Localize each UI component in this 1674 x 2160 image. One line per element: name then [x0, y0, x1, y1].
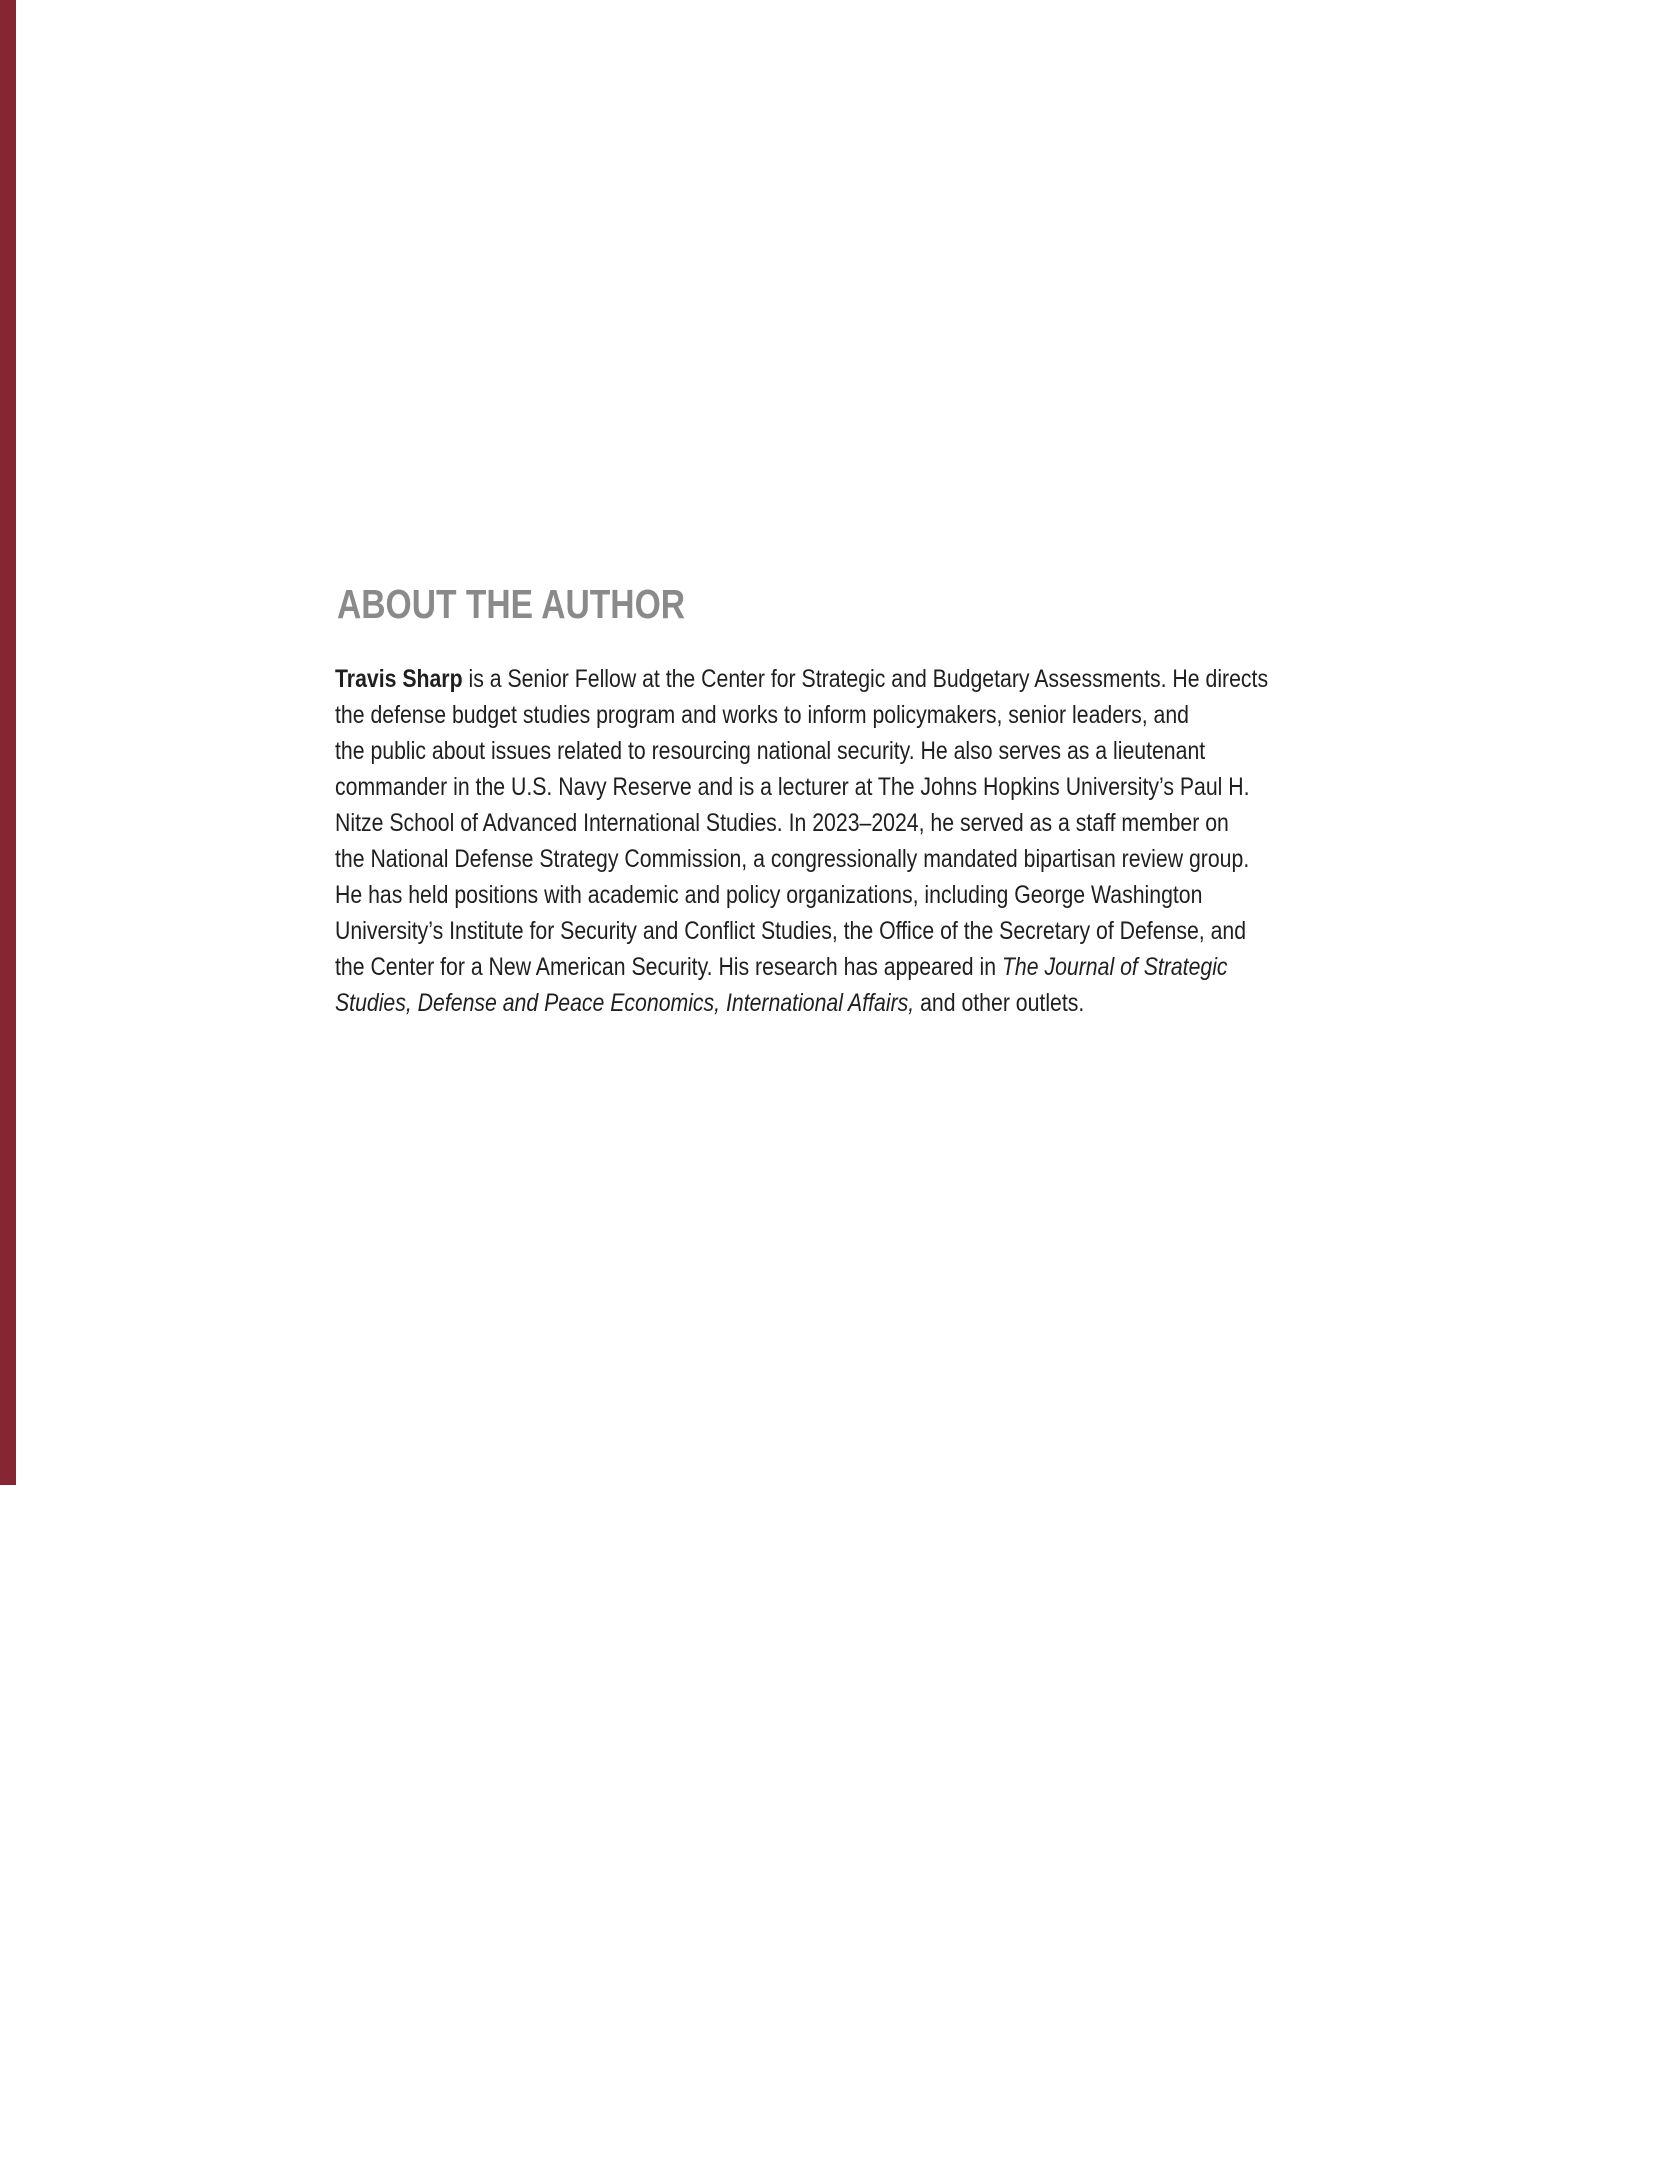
bio-text-run: commander in the U.S. Navy Reserve and is a lecturer at The Johns Hopkins University’s Paul H. [335, 773, 1250, 801]
bio-text-run: Studies, Defense and Peace Economics, International Affairs, [335, 989, 915, 1017]
bio-line [335, 805, 1268, 841]
author-bio-paragraph [335, 661, 1268, 1021]
bio-text-run: the Center for a New American Security. His research has appeared in [335, 953, 1002, 981]
bio-line [335, 913, 1268, 949]
bio-text-run: the National Defense Strategy Commission, a congressionally mandated bipartisan review group. [335, 845, 1250, 873]
bio-text-run: Nitze School of Advanced International Studies. In 2023–2024, he served as a staff member on [335, 809, 1229, 837]
bio-line [335, 697, 1268, 733]
bio-text-run: He has held positions with academic and policy organizations, including George Washington [335, 881, 1203, 909]
bio-line [335, 841, 1268, 877]
bio-line [335, 769, 1268, 805]
bio-line [335, 985, 1268, 1021]
bio-text-run: the public about issues related to resourcing national security. He also serves as a lieutenant [335, 737, 1206, 765]
bio-line [335, 733, 1268, 769]
bio-text-run: is a Senior Fellow at the Center for Strategic and Budgetary Assessments. He directs [462, 665, 1269, 693]
page-edge-accent-bar [0, 0, 16, 1485]
bio-line [335, 949, 1268, 985]
section-heading: ABOUT THE AUTHOR [337, 581, 686, 627]
bio-line [335, 661, 1268, 697]
bio-text-run: Travis Sharp [335, 665, 463, 693]
bio-text-run: The Journal of Strategic [1001, 953, 1228, 981]
bio-text-run: University’s Institute for Security and Conflict Studies, the Office of the Secretary of Defense, and [335, 917, 1247, 945]
bio-text-run: and other outlets. [914, 989, 1085, 1017]
bio-line [335, 877, 1268, 913]
bio-text-run: the defense budget studies program and works to inform policymakers, senior leaders, and [335, 701, 1189, 729]
